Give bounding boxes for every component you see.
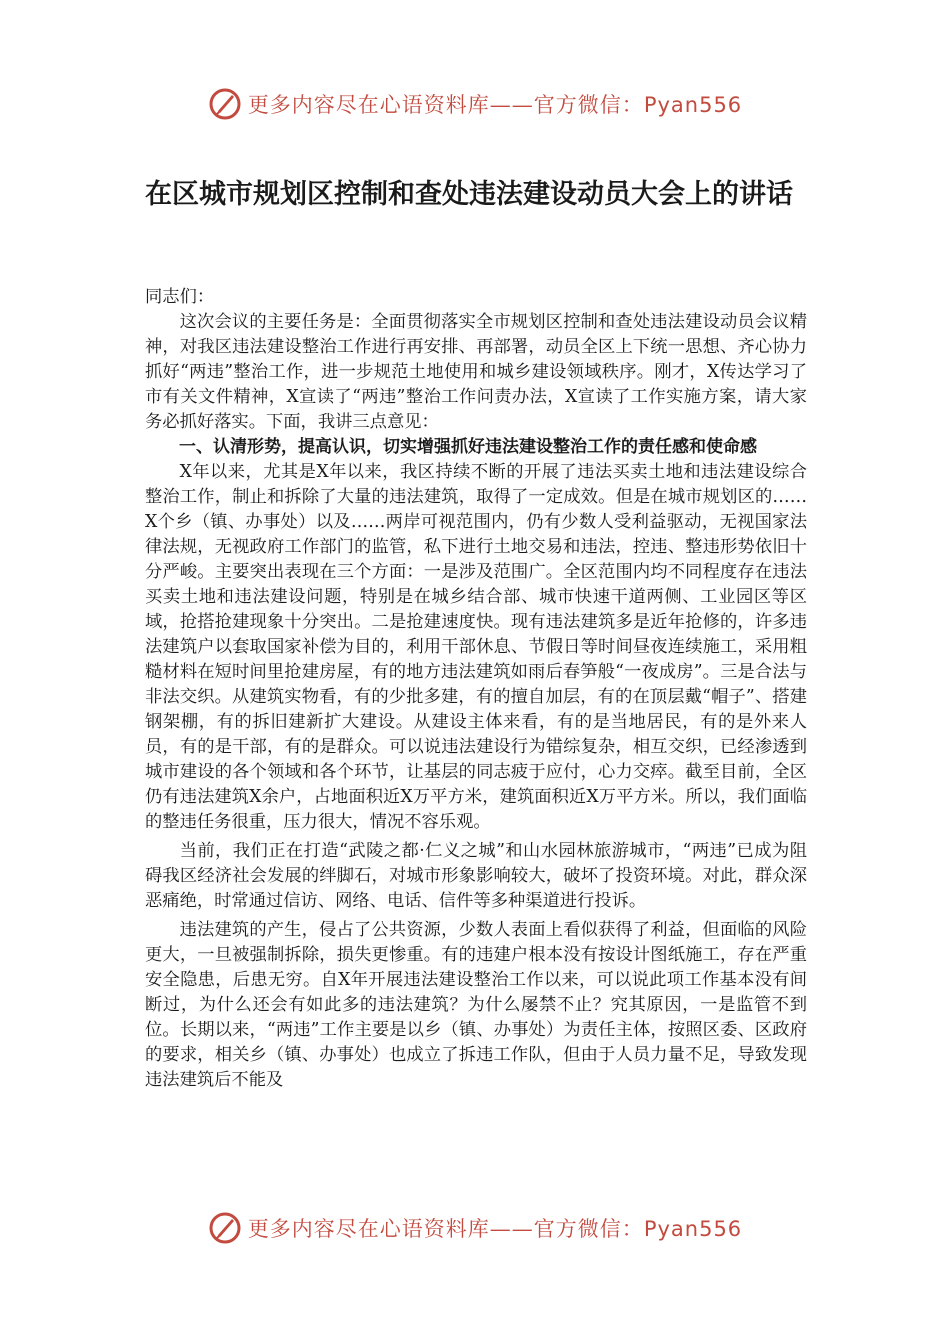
banner-wechat-id: Pyan556 (643, 93, 743, 117)
section-heading-1: 一、认清形势，提高认识，切实增强抓好违法建设整治工作的责任感和使命感 (179, 437, 757, 457)
quill-pen-logo-icon (208, 1211, 242, 1245)
quill-pen-logo-icon (208, 87, 242, 121)
paragraph-intro: 这次会议的主要任务是：全面贯彻落实全市规划区控制和查处违法建设动员会议精神，对我区违法建设整治工作进行再安排、再部署，动员全区上下统一思想、齐心协力抓好“两违”整治工作，进一步规范土地使用和城乡建设领域秩序。刚才，X传达学习了市有关文件精神，X宣读了“两违”整治工作问责办法，X宣读了工作实施方案，请大家务必抓好落实。下面，我讲三点意见： (145, 312, 807, 432)
paragraph-current: 当前，我们正在打造“武陵之都·仁义之城”和山水园林旅游城市，“两违”已成为阻碍我区经济社会发展的绊脚石，对城市形象影响较大，破坏了投资环境。对此，群众深恶痛绝，时常通过信访、网络、电话、信件等多种渠道进行投诉。 (145, 841, 807, 911)
banner-text: 更多内容尽在心语资料库——官方微信： (247, 1217, 644, 1241)
document-body (145, 285, 807, 1093)
banner-text: 更多内容尽在心语资料库——官方微信： (247, 93, 644, 117)
header-watermark-banner (0, 84, 950, 124)
paragraph-causes: 违法建筑的产生，侵占了公共资源，少数人表面上看似获得了利益，但面临的风险更大，一旦被强制拆除，损失更惨重。有的违建户根本没有按设计图纸施工，存在严重安全隐患，后患无穷。自X年开展违法建设整治工作以来，可以说此项工作基本没有间断过，为什么还会有如此多的违法建筑？为什么屡禁不止？究其原因，一是监管不到位。长期以来，“两违”工作主要是以乡（镇、办事处）为责任主体，按照区委、区政府的要求，相关乡（镇、办事处）也成立了拆违工作队，但由于人员力量不足，导致发现违法建筑后不能及 (145, 920, 807, 1090)
footer-watermark-banner (0, 1208, 950, 1248)
salutation: 同志们： (145, 287, 215, 307)
banner-wechat-id: Pyan556 (643, 1217, 743, 1241)
paragraph-situation: X年以来，尤其是X年以来，我区持续不断的开展了违法买卖土地和违法建设综合整治工作，制止和拆除了大量的违法建筑，取得了一定成效。但是在城市规划区的……X个乡（镇、办事处）以及……两岸可视范围内，仍有少数人受利益驱动，无视国家法律法规，无视政府工作部门的监管，私下进行土地交易和违法，控违、整违形势依旧十分严峻。主要突出表现在三个方面：一是涉及范围广。全区范围内均不同程度存在违法买卖土地和违法建设问题，特别是在城乡结合部、城市快速干道两侧、工业园区等区域，抢搭抢建现象十分突出。二是抢建速度快。现有违法建筑多是近年抢修的，许多违法建筑户以套取国家补偿为目的，利用干部休息、节假日等时间昼夜连续施工，采用粗糙材料在短时间里抢建房屋，有的地方违法建筑如雨后春笋般“一夜成房”。三是合法与非法交织。从建筑实物看，有的少批多建，有的擅自加层，有的在顶层戴“帽子”、搭建钢架棚，有的拆旧建新扩大建设。从建设主体来看，有的是当地居民，有的是外来人员，有的是干部，有的是群众。可以说违法建设行为错综复杂，相互交织，已经渗透到城市建设的各个领域和各个环节，让基层的同志疲于应付，心力交瘁。截至目前，全区仍有违法建筑X余户，占地面积近X万平方米，建筑面积近X万平方米。所以，我们面临的整违任务很重，压力很大，情况不容乐观。 (145, 462, 807, 832)
document-title: 在区城市规划区控制和查处违法建设动员大会上的讲话 (145, 179, 793, 210)
